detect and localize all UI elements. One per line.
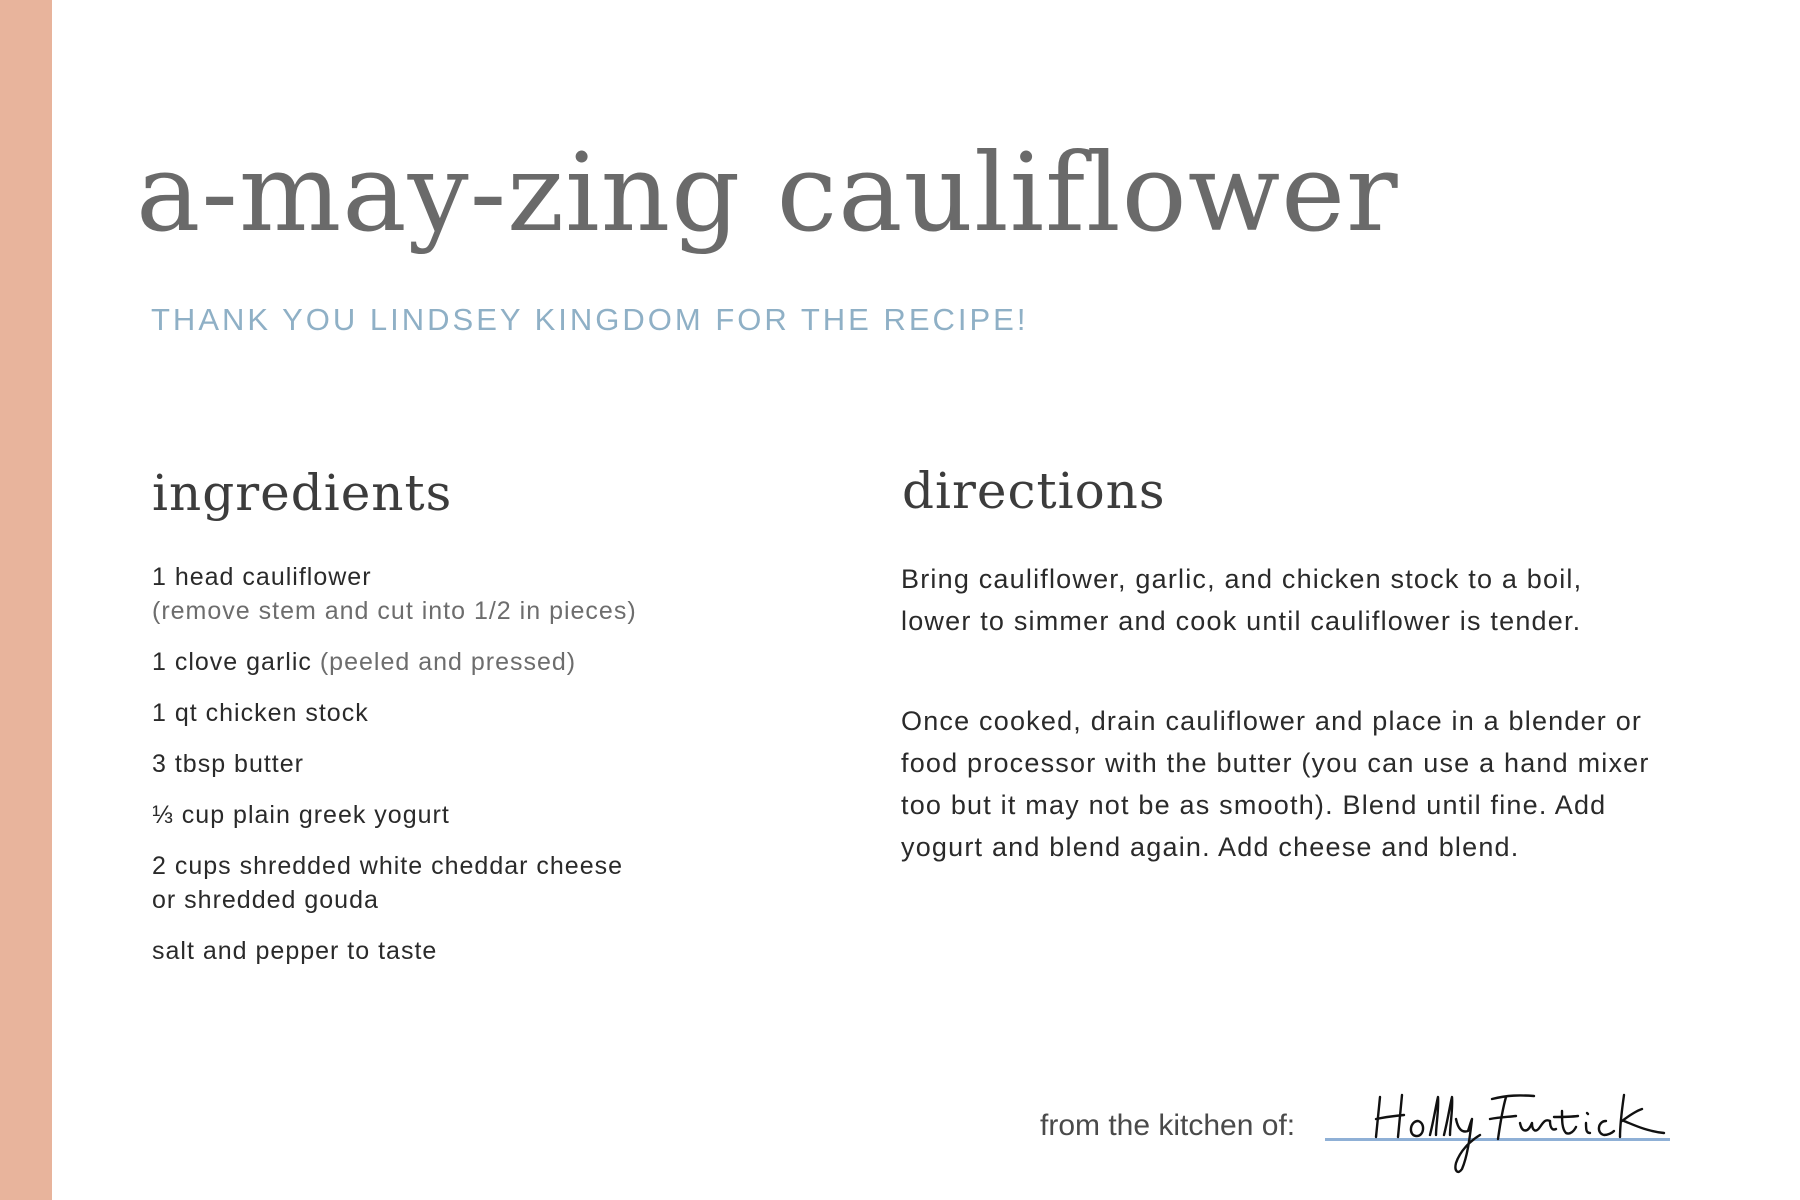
ingredient-text: salt and pepper to taste — [152, 937, 438, 965]
direction-line: Bring cauliflower, garlic, and chicken stock to a boil, — [901, 564, 1583, 594]
signature-label: from the kitchen of: — [1040, 1109, 1296, 1142]
ingredient-item — [152, 934, 772, 968]
ingredient-item — [152, 560, 772, 628]
recipe-title: a-may-zing cauliflower — [136, 131, 1399, 256]
ingredient-text: 3 tbsp butter — [152, 750, 304, 778]
direction-line: yogurt and blend again. Add cheese and blend. — [901, 832, 1520, 862]
ingredient-text: 2 cups shredded white cheddar cheese — [152, 852, 624, 880]
ingredient-text: ⅓ cup plain greek yogurt — [152, 801, 450, 829]
signature-area — [1040, 1075, 1680, 1185]
ingredient-note: (remove stem and cut into 1/2 in pieces) — [152, 597, 637, 625]
direction-line: lower to simmer and cook until cauliflower is tender. — [901, 606, 1582, 636]
ingredient-item — [152, 798, 772, 832]
handwritten-signature — [1340, 1075, 1680, 1175]
ingredient-item — [152, 696, 772, 730]
directions-heading: directions — [902, 462, 1166, 520]
ingredient-text: 1 clove garlic — [152, 648, 312, 676]
direction-step — [901, 700, 1721, 868]
ingredient-list — [152, 560, 772, 985]
direction-line: Once cooked, drain cauliflower and place in a blender or — [901, 706, 1643, 736]
ingredient-note: (peeled and pressed) — [319, 648, 577, 676]
recipe-credit: THANK YOU LINDSEY KINGDOM FOR THE RECIPE! — [151, 302, 1029, 337]
ingredient-text-continued: or shredded gouda — [152, 886, 379, 914]
direction-step — [901, 558, 1721, 642]
ingredient-item — [152, 645, 772, 679]
ingredient-text: 1 head cauliflower — [152, 563, 372, 591]
ingredient-item — [152, 849, 772, 917]
ingredient-text: 1 qt chicken stock — [152, 699, 369, 727]
direction-line: food processor with the butter (you can use a hand mixer — [901, 748, 1650, 778]
ingredients-heading: ingredients — [152, 464, 453, 522]
ingredient-item — [152, 747, 772, 781]
directions-body — [901, 558, 1721, 926]
direction-line: too but it may not be as smooth). Blend until fine. Add — [901, 790, 1607, 820]
accent-side-band — [0, 0, 52, 1200]
